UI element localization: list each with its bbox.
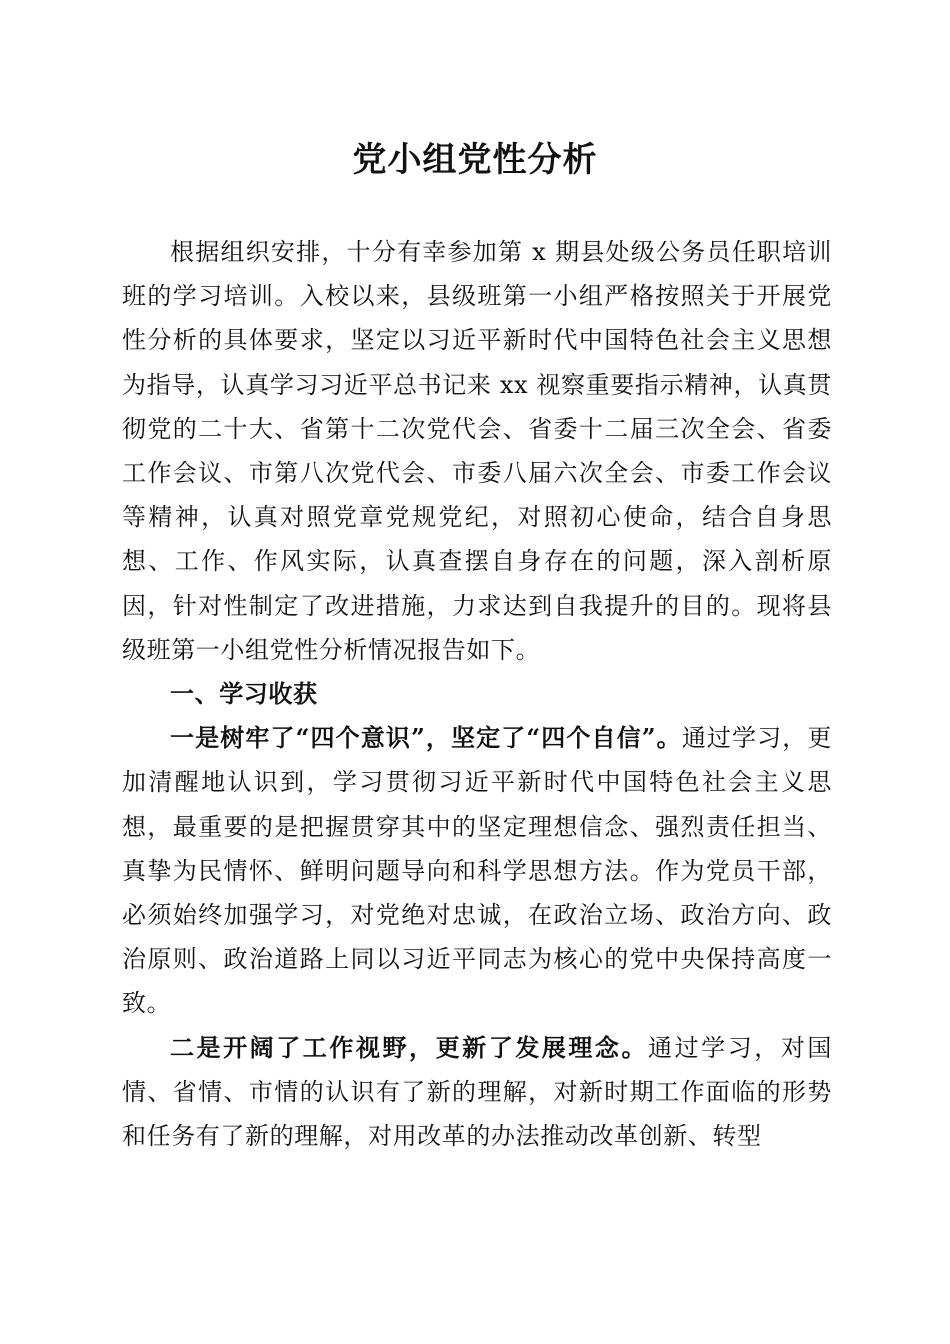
point-1-lead: 一是树牢了“四个意识”，坚定了“四个自信”。 (170, 723, 682, 753)
point-1-paragraph (122, 716, 832, 1025)
point-2-body: 通过学习，对国情、省情、市情的认识有了新的理解，对新时期工作面临的形势和任务有了新的理解，对用改革的办法推动改革创新、转型 (122, 1033, 832, 1151)
point-2-lead: 二是开阔了工作视野，更新了发展理念。 (170, 1032, 649, 1062)
section-heading-learning-gains: 一、学习收获 (170, 680, 318, 709)
page-title: 党小组党性分析 (352, 140, 598, 180)
intro-paragraph: 根据组织安排，十分有幸参加第 x 期县处级公务员任职培训班的学习培训。入校以来，县级班第一小组严格按照关于开展党性分析的具体要求，坚定以习近平新时代中国特色社会主义思想为指导，认真学习习近平总书记来 xx 视察重要指示精神，认真贯彻党的二十大、省第十二次党代会、省委十二届三次全会、省委工作会议、市第八次党代会、市委八届六次全会、市委工作会议等精神，认真对照党章党规党纪，对照初心使命，结合自身思想、工作、作风实际，认真查摆自身存在的问题，深入剖析原因，针对性制定了改进措施，力求达到自我提升的目的。现将县级班第一小组党性分析情况报告如下。 (122, 238, 832, 664)
document-body (122, 230, 832, 1158)
point-2-paragraph (122, 1026, 832, 1159)
point-1-body: 通过学习，更加清醒地认识到，学习贯彻习近平新时代中国特色社会主义思想，最重要的是把握贯穿其中的坚定理想信念、强烈责任担当、真挚为民情怀、鲜明问题导向和科学思想方法。作为党员干部，必须始终加强学习，对党绝对忠诚，在政治立场、政治方向、政治原则、政治道路上同以习近平同志为核心的党中央保持高度一致。 (122, 724, 832, 1018)
